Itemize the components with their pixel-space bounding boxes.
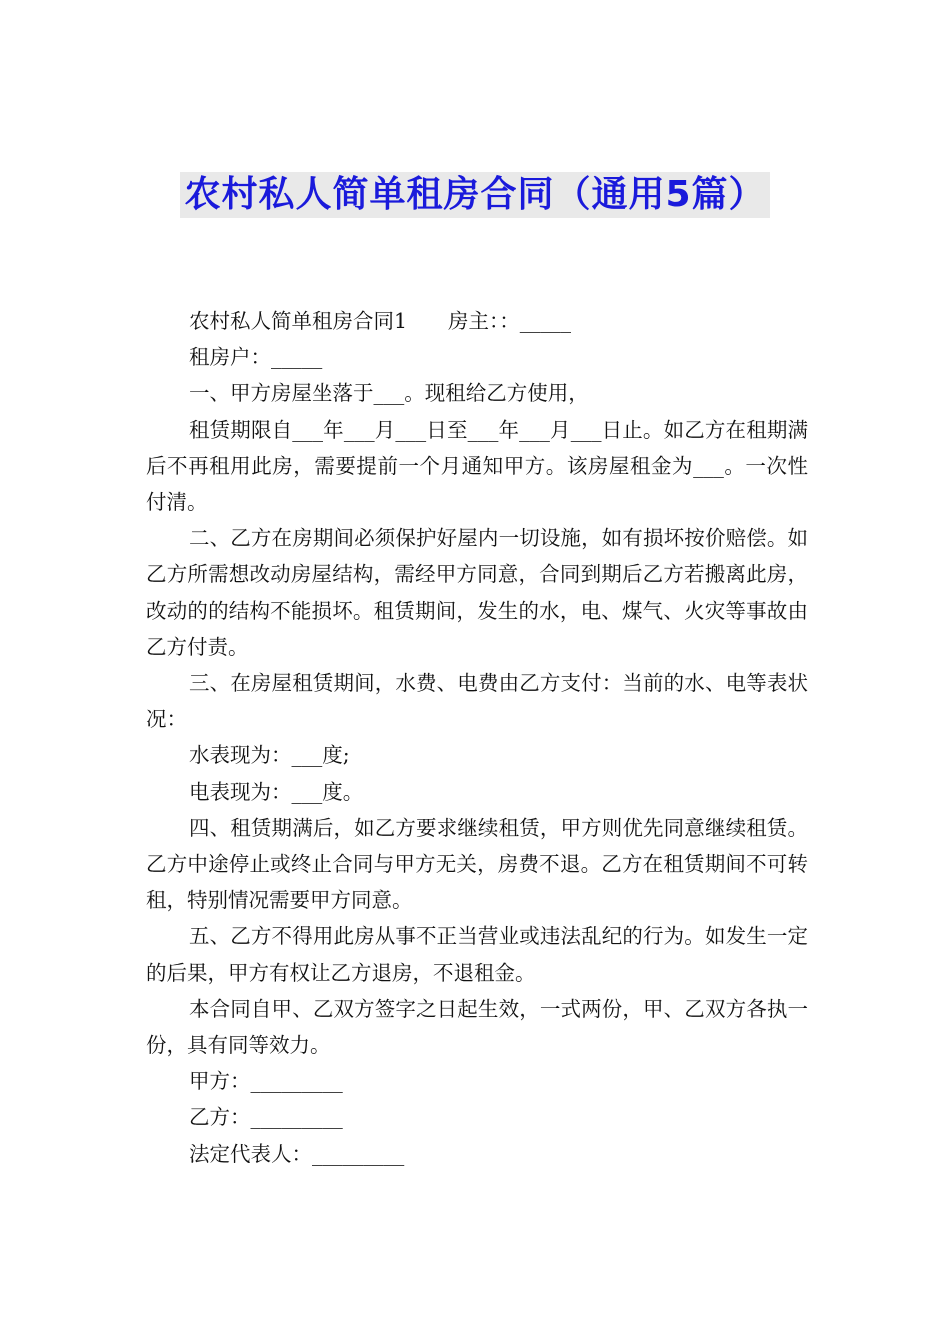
- paragraph-clause-3: 三、在房屋租赁期间，水费、电费由乙方支付：当前的水、电等表状况：: [146, 671, 808, 732]
- paragraph-clause-5: 五、乙方不得用此房从事不正当营业或违法乱纪的行为。如发生一定的后果，甲方有权让乙方退房，不退租金。: [146, 924, 808, 985]
- paragraph-electric-meter: 电表现为：___度。: [189, 779, 364, 804]
- paragraph-clause-1: 一、甲方房屋坐落于___。现租给乙方使用，: [189, 381, 589, 406]
- paragraph-clause-4: 四、租赁期满后，如乙方要求继续租赁，甲方则优先同意继续租赁。乙方中途停止或终止合同与甲方无关，房费不退。乙方在租赁期间不可转租，特别情况需要甲方同意。: [146, 815, 808, 913]
- paragraph-water-meter: 水表现为：___度;: [189, 743, 350, 768]
- paragraph-effectiveness: 本合同自甲、乙双方签字之日起生效，一式两份，甲、乙双方各执一份，具有同等效力。: [146, 996, 808, 1058]
- paragraph-clause-2: 二、乙方在房期间必须保护好屋内一切设施，如有损坏按价赔偿。如乙方所需想改动房屋结构，需经甲方同意，合同到期后乙方若搬离此房，改动的的结构不能损坏。租赁期间，发生的水，电、煤气、火灾等事故由乙方付责。: [146, 526, 808, 659]
- document-title: 农村私人简单租房合同（通用5篇）: [180, 172, 769, 218]
- title-block: [0, 172, 950, 218]
- document-body: [146, 303, 808, 1172]
- paragraph-contract-heading: 农村私人简单租房合同1 房主：：_____: [189, 309, 572, 333]
- paragraph-lease-term: 租赁期限自___年___月___日至___年___月___日止。如乙方在租期满后不再租用此房，需要提前一个月通知甲方。该房屋租金为___。一次性付清。: [146, 417, 808, 515]
- signature-party-b: 乙方：_________: [189, 1105, 343, 1130]
- paragraph-tenant: 租房户：_____: [189, 345, 323, 370]
- signature-party-a: 甲方：_________: [189, 1069, 343, 1094]
- signature-legal-representative: 法定代表人：_________: [189, 1141, 405, 1166]
